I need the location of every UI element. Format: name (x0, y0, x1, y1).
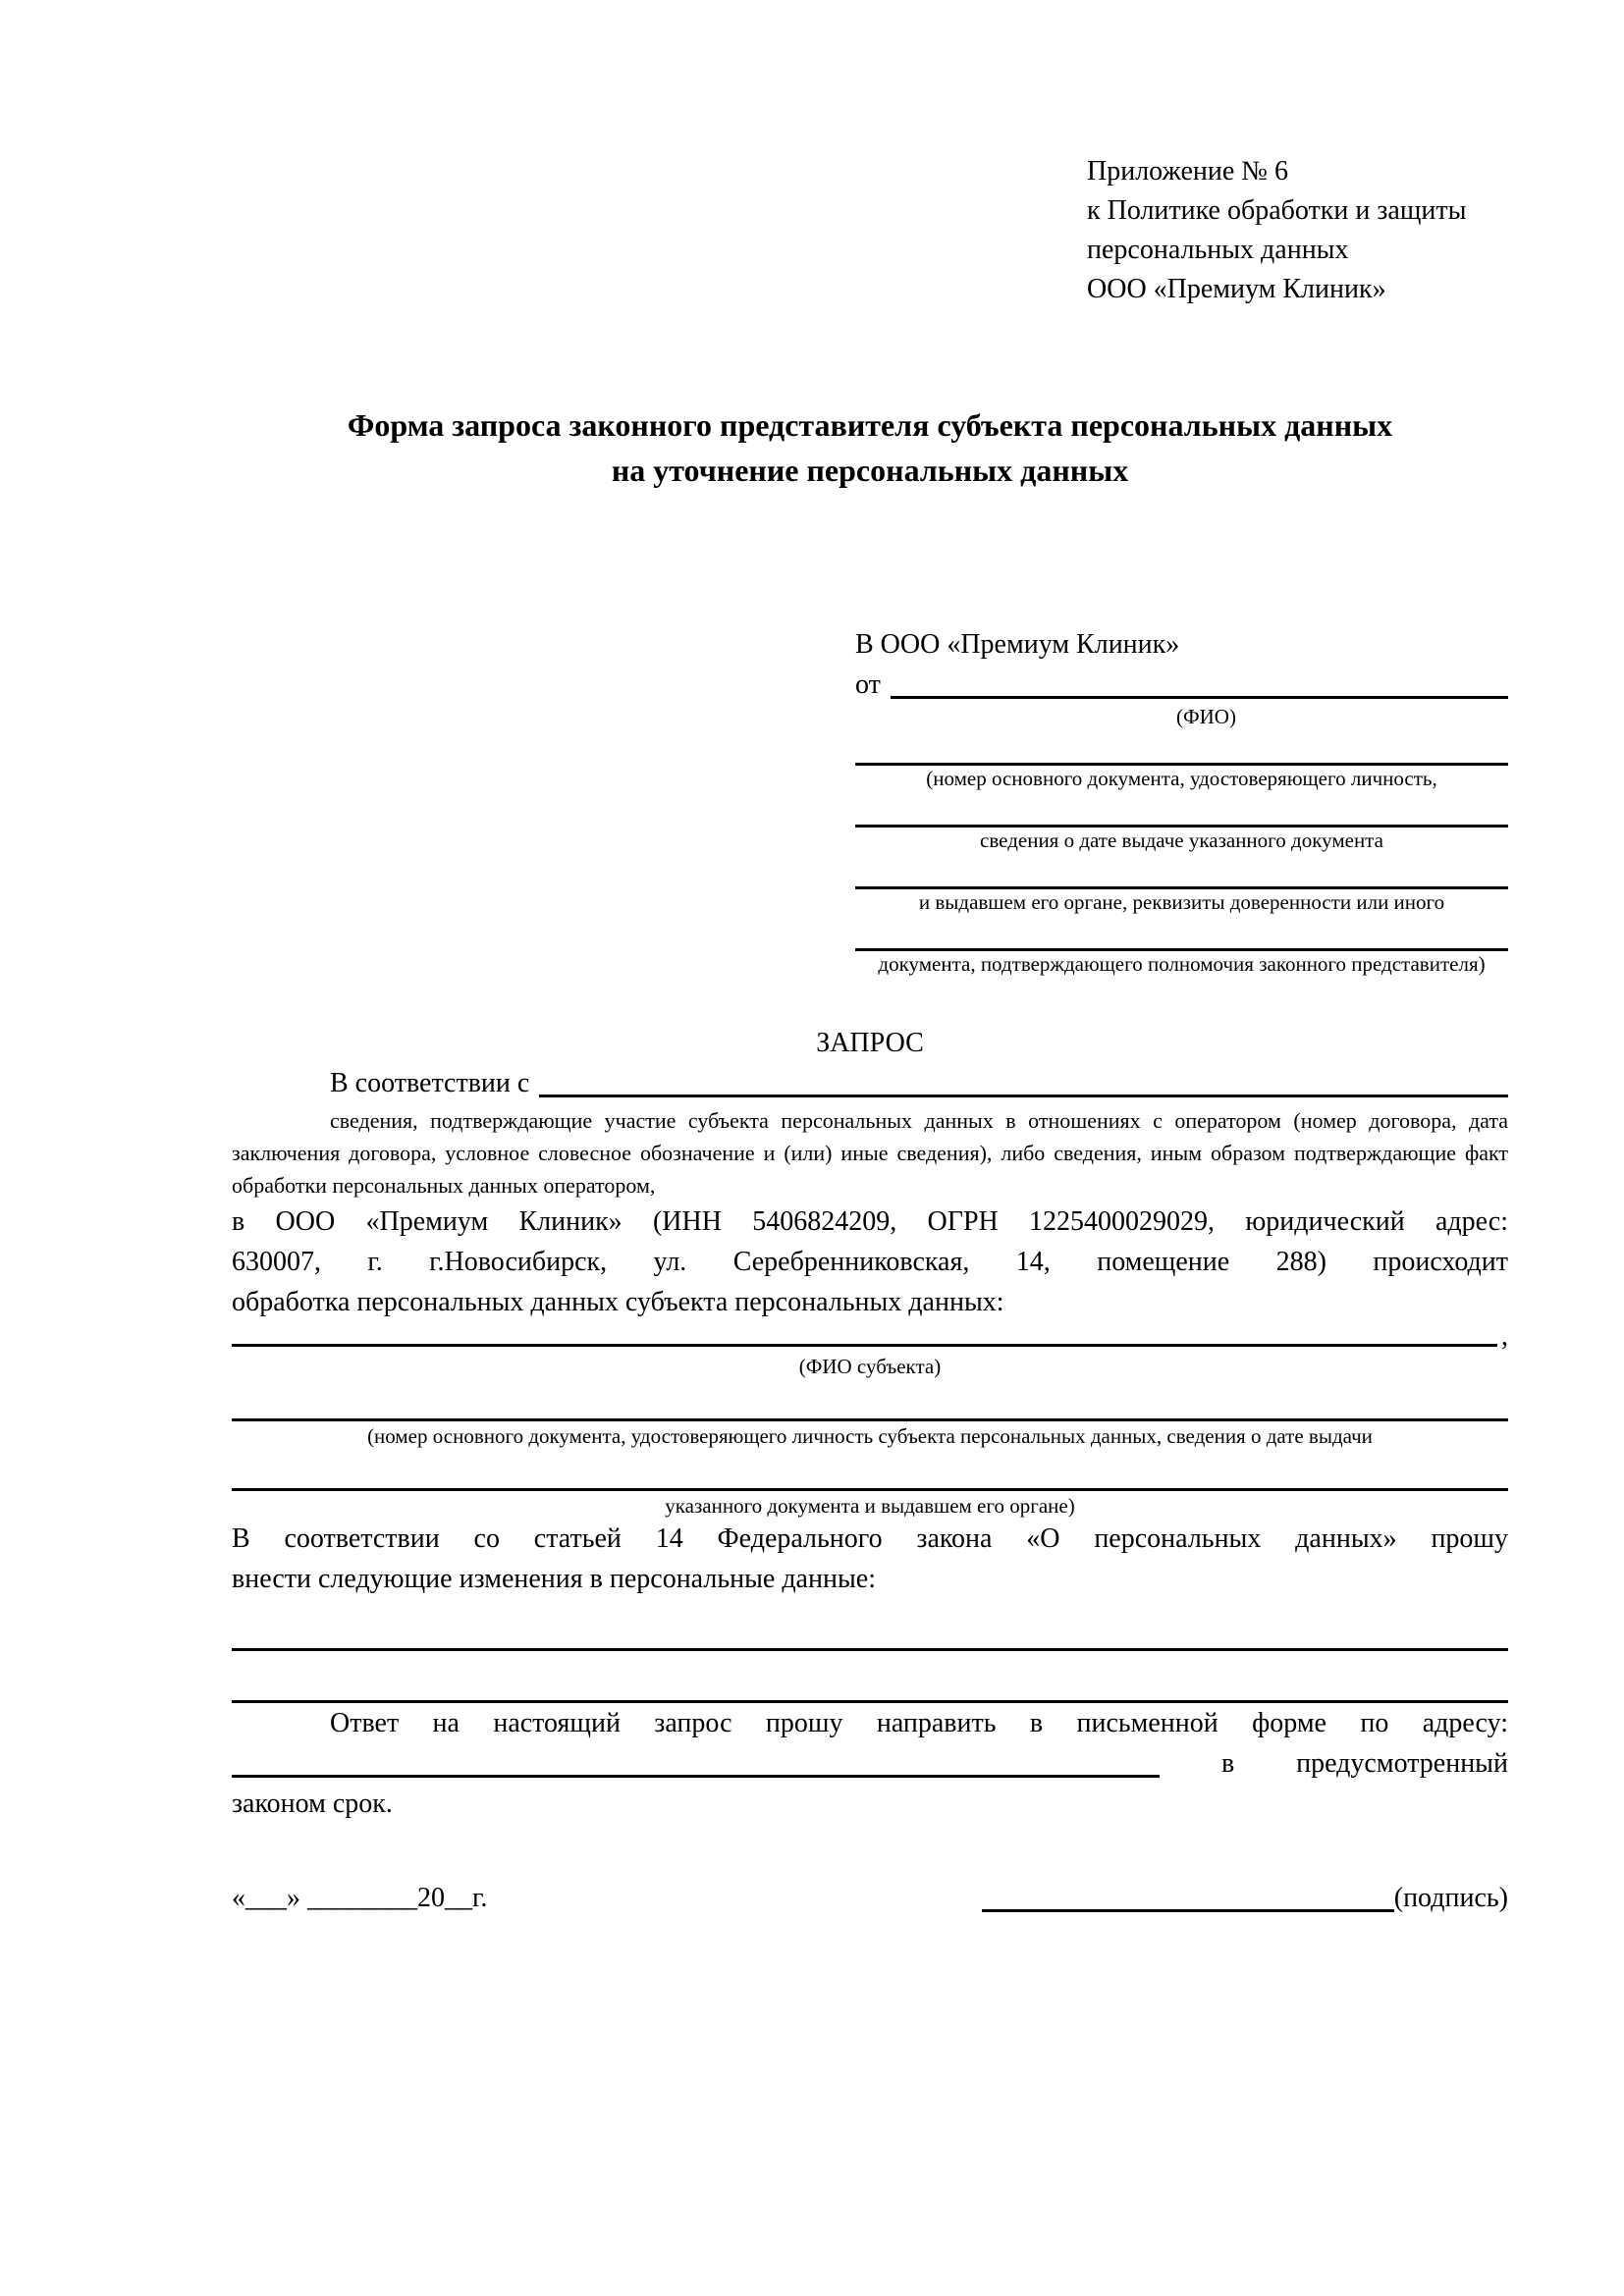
operator-paragraph-line-2: 630007, г. г.Новосибирск, ул. Серебренниковская, 14, помещение 288) происходит (232, 1247, 1508, 1277)
representative-doc-blank-field-3 (855, 853, 1508, 889)
representative-doc-caption-2: сведения о дате выдаче указанного документа (980, 828, 1383, 852)
representative-doc-blank-field-4 (855, 915, 1508, 951)
signature-caption: (подпись) (1393, 1883, 1508, 1913)
form-title-line-1: Форма запроса законного представителя субъекта персональных данных (347, 407, 1393, 443)
from-blank-field (891, 696, 1508, 699)
annex-line-2: к Политике обработки и защиты (1087, 195, 1467, 226)
annex-line-1: Приложение № 6 (1087, 156, 1288, 187)
answer-paragraph-line-1: Ответ на настоящий запрос прошу направить в письменной форме по адресу: (330, 1708, 1508, 1738)
footnote-line-3: обработки персональных данных оператором, (232, 1173, 656, 1198)
law-paragraph (232, 1519, 1508, 1599)
subject-doc-caption-1: (номер основного документа, удостоверяющего личность субъекта персональных данных, сведения о дате выдачи (367, 1424, 1373, 1448)
subject-fio-row (232, 1322, 1508, 1352)
from-row (855, 665, 1508, 704)
operator-paragraph-line-1: в ООО «Премиум Клиник» (ИНН 5406824209, ОГРН 1225400029029, юридический адрес: (232, 1206, 1508, 1237)
operator-paragraph-line-3: обработка персональных данных субъекта персональных данных: (232, 1287, 1004, 1317)
subject-fio-caption: (ФИО субъекта) (798, 1355, 942, 1378)
request-heading: ЗАПРОС (816, 1028, 924, 1058)
footnote-line-1: сведения, подтверждающие участие субъекта персональных данных в отношениях с оператором (номер договора, дата (330, 1108, 1508, 1133)
answer-address-row (232, 1743, 1508, 1784)
representative-doc-blank-field-1 (855, 729, 1508, 766)
law-paragraph-line-1: В соответствии со статьей 14 Федерального закона «О персональных данных» прошу (232, 1523, 1508, 1554)
addressee-block (855, 625, 1508, 977)
fio-caption: (ФИО) (1176, 705, 1236, 728)
intro-paragraph (232, 1063, 1508, 1102)
changes-blank-field-1 (232, 1599, 1508, 1651)
answer-word-2: предусмотренный (1296, 1748, 1508, 1779)
representative-doc-caption-3: и выдавшем его органе, реквизиты доверенности или иного (918, 890, 1445, 914)
answer-word-1: в (1220, 1748, 1235, 1779)
addressee-organization: В ООО «Премиум Клиник» (855, 629, 1180, 660)
signature-blank-field (982, 1909, 1394, 1912)
subject-comma: , (1501, 1321, 1508, 1352)
date-field: «___» ________20__г. (232, 1883, 488, 1913)
answer-paragraph-line-3: законом срок. (232, 1789, 393, 1819)
answer-paragraph (232, 1703, 1508, 1824)
representative-doc-blank-field-2 (855, 791, 1508, 828)
changes-blank-field-2 (232, 1651, 1508, 1703)
subject-doc-blank-field-2 (232, 1449, 1508, 1491)
annex-line-3: персональных данных (1087, 235, 1349, 265)
operator-paragraph (232, 1201, 1508, 1322)
footnote-line-2: заключения договора, условное словесное обозначение и (или) иные сведения), либо сведения, иным образом подтверждающие факт (232, 1141, 1508, 1165)
representative-doc-caption-1: (номер основного документа, удостоверяющего личность, (926, 767, 1437, 790)
intro-blank-field (539, 1095, 1508, 1097)
intro-prefix: В соответствии с (330, 1068, 530, 1098)
from-label: от (855, 669, 881, 700)
law-paragraph-line-2: внести следующие изменения в персональные данные: (232, 1564, 876, 1594)
subject-fio-blank-field (232, 1344, 1497, 1347)
form-title-line-2: на уточнение персональных данных (611, 453, 1129, 488)
subject-doc-blank-field-1 (232, 1379, 1508, 1421)
date-signature-row (232, 1878, 1508, 1918)
subject-doc-caption-2: указанного документа и выдавшем его органе) (665, 1494, 1075, 1518)
representative-doc-caption-4: документа, подтверждающего полномочия законного представителя) (878, 952, 1486, 976)
annex-block (1087, 152, 1508, 309)
form-title (232, 402, 1508, 493)
answer-address-blank-field (232, 1775, 1160, 1778)
annex-line-4: ООО «Премиум Клиник» (1087, 274, 1386, 304)
footnote (232, 1104, 1508, 1201)
